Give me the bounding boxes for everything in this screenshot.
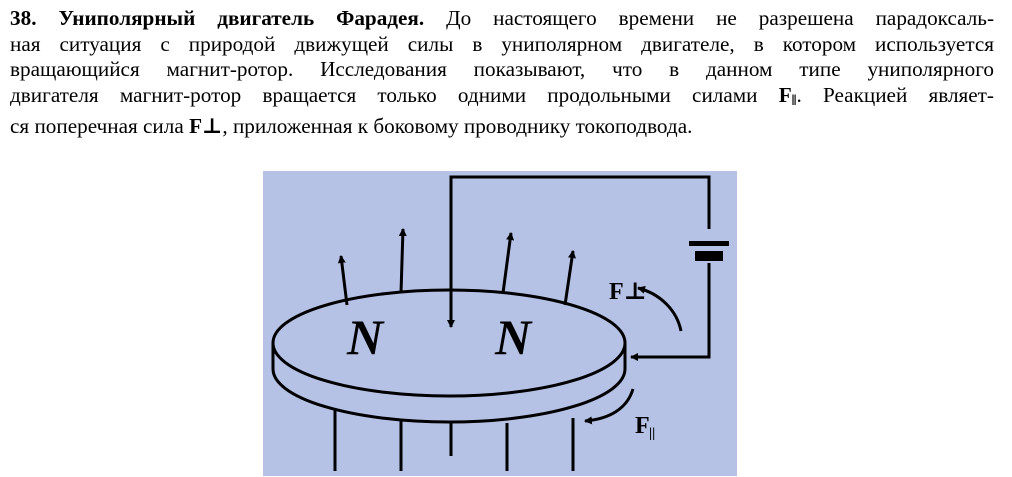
paragraph-line-5 — [10, 114, 994, 140]
paragraph-line-3: вращающийся магнит-ротор. Исследования показывают, что в данном типе униполярного — [10, 57, 994, 82]
force-perp-label: F⊥ — [609, 279, 647, 305]
force-parallel-symbol: F — [778, 82, 792, 107]
force-parallel-label: F — [635, 413, 650, 439]
parallel-subscript: ‖ — [791, 92, 797, 109]
line-5-tail: , приложенная к боковому проводнику токоподвода. — [222, 114, 693, 139]
paragraph-line-2: ная ситуация с природой движущей силы в униполярном двигателе, в котором используется — [10, 31, 994, 56]
paragraph-line-1 — [10, 6, 994, 32]
force-parallel-subscript: || — [649, 426, 656, 441]
article-paragraph — [10, 6, 994, 140]
line-1-text: До настоящего времени не разрешена парадоксаль- — [424, 6, 994, 30]
pole-label-left: N — [347, 309, 384, 365]
motor-diagram — [263, 171, 737, 476]
disc-magnet — [273, 290, 625, 422]
disc-top-face — [273, 290, 625, 396]
paragraph-line-4 — [10, 83, 994, 115]
force-perp-symbol: F⊥ — [189, 114, 223, 139]
article-title: 38. Униполярный двигатель Фарадея. — [10, 6, 425, 30]
line-4-text: двигателя магнит-ротор вращается только одними продольными силами — [10, 82, 779, 107]
pole-label-right: N — [495, 309, 532, 365]
battery-icon — [689, 241, 729, 261]
line-4-tail: . Реакцией являет- — [796, 82, 994, 107]
line-5-text: ся поперечная сила — [10, 114, 190, 139]
